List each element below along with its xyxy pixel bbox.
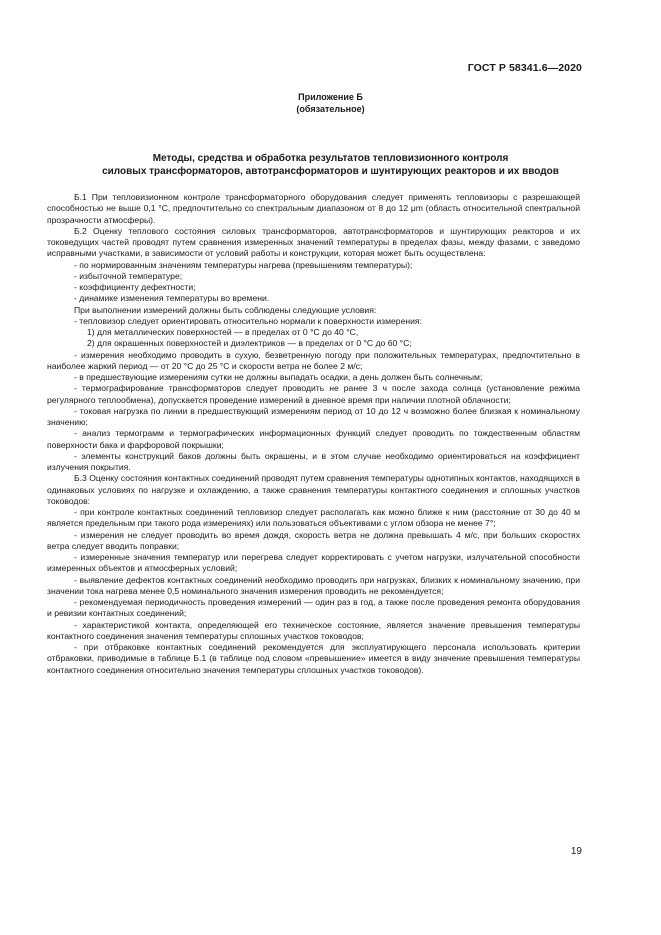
appendix-title-line-2: силовых трансформаторов, автотрансформаторов и шунтирующих реакторов и их вводов [102,166,559,177]
list-item: - избыточной температуре; [74,270,183,281]
appendix-title [60,152,601,178]
list-item: - в предшествующие измерениям сутки не должны выпадать осадки, а день должен быть солнечным; [74,372,483,382]
list-item: - термографирование трансформаторов следует проводить не ранее 3 ч после захода солнца (установление режима регулярного теплообмена), допускается проведение измерений в дневное время при наличии плотной облачности; [47,383,580,405]
list-item: - по нормированным значениям температуры нагрева (превышениям температуры); [74,259,413,270]
list-item: - коэффициенту дефектности; [74,282,196,292]
appendix-title-line-1: Методы, средства и обработка результатов тепловизионного контроля [152,153,509,164]
paragraph-b1: Б.1 При тепловизионном контроле трансформаторного оборудования следует применять тепловизоры с разрешающей способностью не выше 0,1 °С, предпочтительно со спектральным диапазоном от 8 до 12 μm (область относительной спектральной прозрачности атмосферы). [47,192,580,225]
list-item: - элементы конструкций баков должны быть окрашены, и в этом случае необходимо ориентироваться на коэффициент излучения покрытия. [47,450,580,472]
list-item: - рекомендуемая периодичность проведения измерений — один раз в год, а также после проведения ремонта оборудования и ревизии контактных соединений; [47,597,580,619]
paragraph-b3: Б.3 Оценку состояния контактных соединений проводят путем сравнения температуры однотипных контактов, находящихся в одинаковых условиях по нагрузке и охлаждению, а также сравнения температуры контактного соединения и сплошных участков тоководов: [47,473,580,506]
list-item: - измерения не следует проводить во время дождя, скорость ветра не должна превышать 4 м/с, при больших скоростях ветра следует вводить поправки; [47,529,580,551]
list-item: - характеристикой контакта, определяющей его техническое состояние, является значение превышения температуры контактного соединения значения температуры сплошных участков тоководов; [47,619,580,641]
appendix-status: (обязательное) [296,104,365,114]
list-item: - токовая нагрузка по линии в предшествующий измерениям период от 10 до 12 ч возможно более близкая к номинальному значению; [47,405,580,427]
list-item: - при контроле контактных соединений тепловизор следует располагать как можно ближе к ним (расстояние от 30 до 40 м является предельным при такого рода измерениях) или пользоваться объективами с углом обзора не менее 7°; [47,507,580,529]
list-item: - анализ термограмм и термографических информационных функций следует проводить по тождественным областям поверхности бака и фарфоровой покрышки; [47,428,580,450]
list-item: - измерения необходимо проводить в сухую, безветренную погоду при положительных температурах, предпочтительно в наиболее жаркий период — от 20 °С до 25 °С и скорости ветра не более 2 м/с; [47,349,580,371]
page-number: 19 [570,846,582,857]
list-item: - при отбраковке контактных соединений рекомендуется для эксплуатирующего персонала использовать критерии отбраковки, приводимые в таблице Б.1 (в таблице под словом «превышение» имеется в виду значение превышения температуры контактного соединения относительно значения температуры сплошных участков тоководов). [47,642,580,675]
appendix-label: Приложение Б [298,92,363,102]
sub-item: 1) для металлических поверхностей — в пределах от 0 °С до 40 °С, [87,327,359,337]
list-item: - динамике изменения температуры во времени. [74,293,270,304]
list-item: - выявление дефектов контактных соединений необходимо проводить при нагрузках, близких к номинальному значению, при значении тока нагрева менее 0,5 номинального значения измерения проводить не рекомендуется; [47,574,580,596]
paragraph-conditions: При выполнении измерений должны быть соблюдены следующие условия: [74,304,377,315]
appendix-heading [0,91,661,115]
sub-item: 2) для окрашенных поверхностей и диэлектриков — в пределах от 0 °С до 60 °С; [87,338,412,349]
list-item: - тепловизор следует ориентировать относительно нормали к поверхности измерения: [74,315,422,326]
list-item: - измеренные значения температур или перегрева следует корректировать с учетом нагрузки, излучательной способности измеренных объектов и атмосферных условий; [47,552,580,574]
standard-number: ГОСТ Р 58341.6—2020 [467,62,582,74]
paragraph-b2: Б.2 Оценку теплового состояния силовых трансформаторов, автотрансформаторов и шунтирующих реакторов и их токоведущих частей проводят путем сравнения измеренных значений температуры в пределах фазы, между фазами, с заведомо исправными участками, в зависимости от условий работы и конструкции, которая может быть осуществлена: [47,225,580,259]
body-text [47,192,580,676]
